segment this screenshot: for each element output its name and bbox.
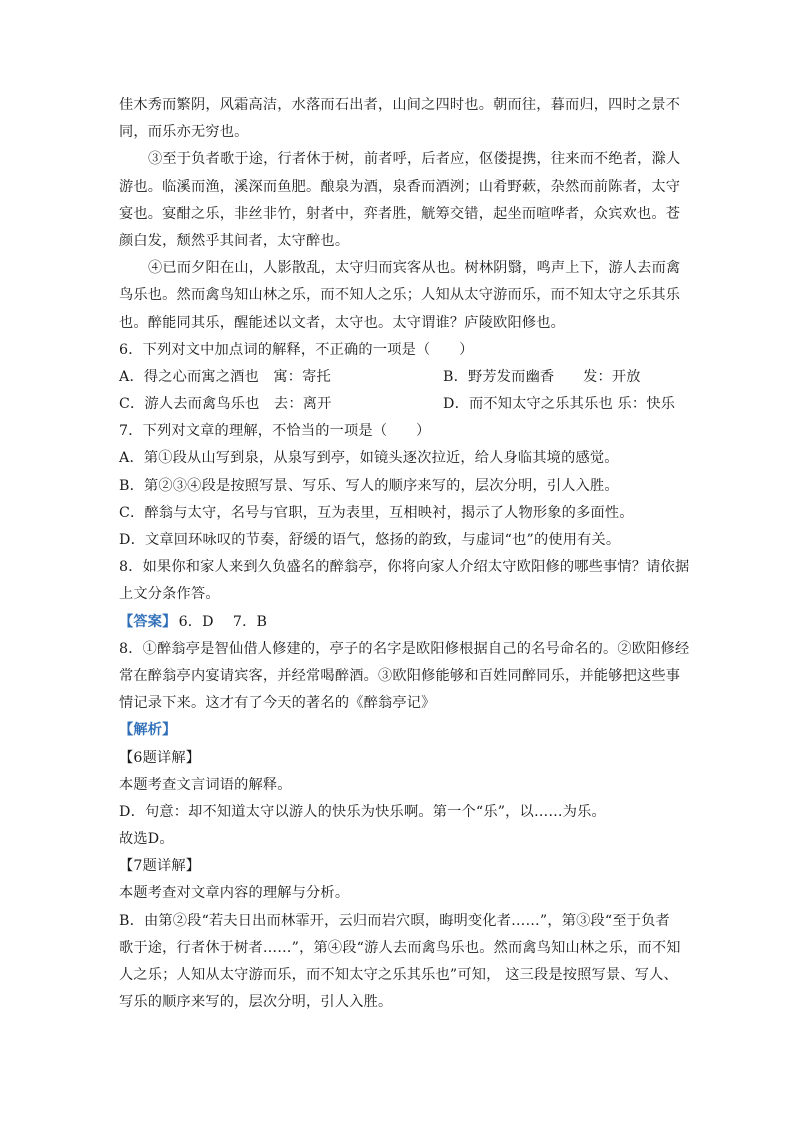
q6-detail-title: 【6题详解】: [119, 749, 201, 766]
option-d: D．文章回环咏叹的节奏，舒缓的语气，悠扬的韵致，与虚词“也”的使用有关。: [119, 532, 621, 548]
option-b: B．野芳发而幽香 发：开放: [443, 368, 641, 385]
option-c: C．醉翁与太守，名号与官职，互为表里，互相映衬，揭示了人物形象的多面性。: [119, 504, 634, 521]
passage-line: 宴也。宴酣之乐，非丝非竹，射者中，弈者胜，觥筹交错，起坐而喧哗者，众宾欢也。苍: [119, 205, 681, 222]
passage-line: ③至于负者歌于途，行者休于树，前者呼，后者应，伛偻提携，往来而不绝者，滁人: [148, 151, 681, 168]
option-a: A．得之心而寓之酒也 寓：寄托: [119, 368, 331, 385]
passage-line: 也。醉能同其乐，醒能述以文者，太守也。太守谓谁？庐陵欧阳修也。: [119, 314, 566, 331]
answer-text: 6．D 7．B: [178, 613, 268, 630]
analysis-line: 本题考查对文章内容的理解与分析。: [119, 885, 350, 902]
passage-line: 颜白发，颓然乎其间者，太守醉也。: [119, 232, 350, 249]
answer-line: [119, 609, 679, 636]
q7-detail-title: 【7题详解】: [119, 858, 201, 875]
option-row: [119, 391, 679, 418]
passage-line: 佳木秀而繁阴，风霜高洁，水落而石出者，山间之四时也。朝而往，暮而归，四时之景不: [119, 97, 681, 113]
analysis-line: B．由第②段“若夫日出而林霏开，云归而岩穴暝，晦明变化者……”，第③段“至于负者: [119, 912, 670, 929]
question-stem: 上文分条作答。: [119, 586, 220, 603]
passage-line: 游也。临溪而渔，溪深而鱼肥。酿泉为酒，泉香而酒洌；山肴野蔌，杂然而前陈者，太守: [119, 178, 681, 195]
question-8: [119, 554, 690, 608]
question-7: [119, 418, 679, 554]
passage: [119, 92, 679, 337]
answer-q8-line: 常在醉翁亭内宴请宾客，并经常喝醉酒。③欧阳修能够和百姓同醉同乐，并能够把这些事: [119, 667, 681, 684]
passage-line: ④已而夕阳在山，人影散乱，太守归而宾客从也。树林阴翳，鸣声上下，游人去而禽: [148, 260, 681, 277]
option-b: B．第②③④段是按照写景、写乐、写人的顺序来写的，层次分明，引人入胜。: [119, 477, 619, 494]
answer-label: 【答案】: [119, 613, 177, 630]
analysis-section: [119, 717, 679, 1016]
option-row: [119, 364, 679, 391]
analysis-label: 【解析】: [119, 722, 177, 739]
option-c: C．游人去而禽鸟乐也 去：离开: [119, 396, 332, 413]
analysis-line: 本题考查文言词语的解释。: [119, 776, 292, 793]
analysis-line: 故选D。: [119, 831, 174, 848]
passage-line: 鸟乐也。然而禽鸟知山林之乐，而不知人之乐；人知从太守游而乐，而不知太守之乐其乐: [119, 287, 681, 304]
answer-q8-line: 8．①醉翁亭是智仙借人修建的，亭子的名字是欧阳修根据自己的名号命名的。②欧阳修经: [119, 640, 690, 657]
document-page: [119, 92, 690, 1016]
analysis-line: 写乐的顺序来写的，层次分明，引人入胜。: [119, 994, 393, 1011]
analysis-line: 歌于途，行者休于树者……”，第④段“游人去而禽鸟乐也。然而禽鸟知山林之乐，而不知: [119, 939, 681, 956]
option-d: D．而不知太守之乐其乐也 乐：快乐: [443, 396, 676, 413]
analysis-line: 人之乐；人知从太守游而乐，而不知太守之乐其乐也”可知， 这三段是按照写景、写人、: [119, 967, 678, 983]
question-stem: 8．如果你和家人来到久负盛名的醉翁亭，你将向家人介绍太守欧阳修的哪些事情？请依据: [119, 559, 690, 576]
analysis-line: D．句意：却不知道太守以游人的快乐为快乐啊。第一个“乐”，以……为乐。: [119, 803, 606, 820]
passage-line: 同，而乐亦无穷也。: [119, 124, 249, 141]
question-stem: 6．下列对文中加点词的解释，不正确的一项是（ ）: [119, 341, 474, 358]
question-6: [119, 337, 679, 419]
answer-q8-line: 情记录下来。这才有了今天的著名的《醉翁亭记》: [119, 695, 436, 712]
answer-section: [119, 609, 690, 718]
question-stem: 7．下列对文章的理解，不恰当的一项是（ ）: [119, 423, 431, 440]
option-a: A．第①段从山写到泉，从泉写到亭，如镜头逐次拉近，给人身临其境的感觉。: [119, 450, 619, 467]
